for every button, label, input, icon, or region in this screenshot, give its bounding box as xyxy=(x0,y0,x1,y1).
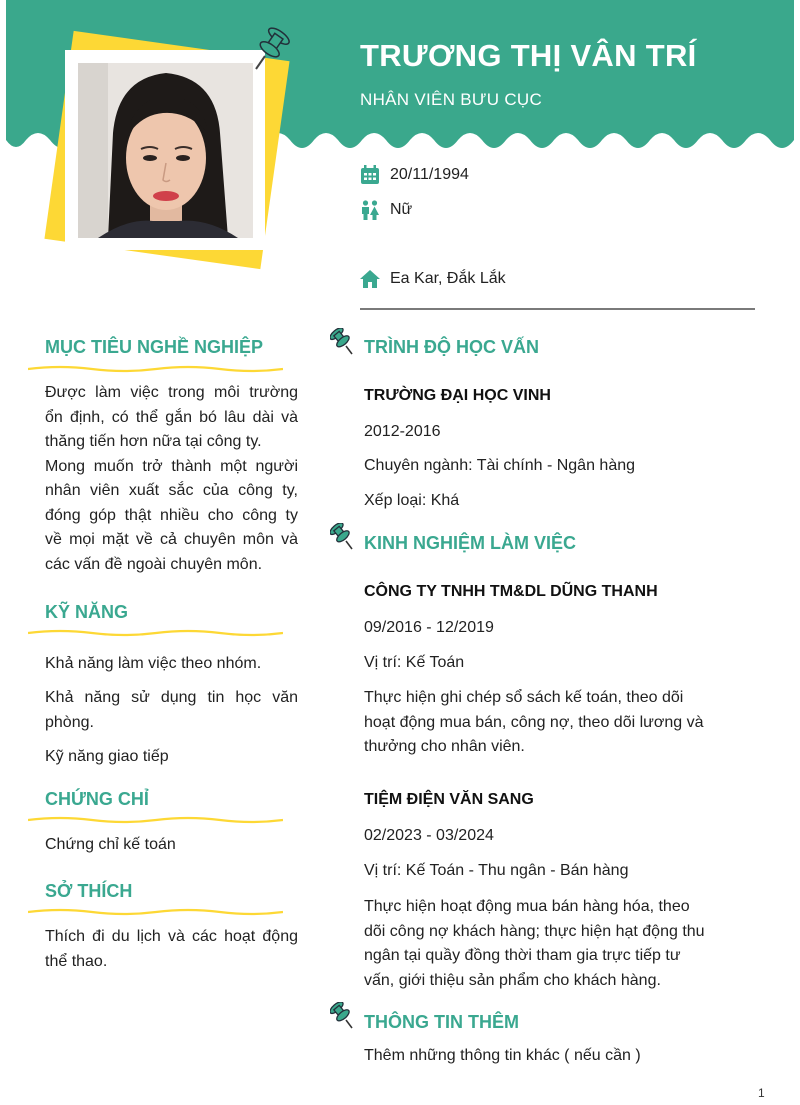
pushpin-icon xyxy=(330,328,356,356)
education-years: 2012-2016 xyxy=(364,423,441,440)
job-position: Vị trí: Kế Toán - Thu ngân - Bán hàng xyxy=(364,862,629,879)
job-description: Thực hiện ghi chép sổ sách kế toán, theo dõi hoạt động mua bán, công nợ, theo dõi lương và thưởng cho nhân viên. xyxy=(364,689,704,755)
job-position: Vị trí: Kế Toán xyxy=(364,654,465,671)
profile-photo xyxy=(78,63,253,238)
objective-text: Được làm việc trong môi trường ổn định, có thể gắn bó lâu dài và thăng tiến hơn nữa tại công ty. Mong muốn trở thành một người nhân viên xuất sắc của công ty, đóng góp thật nhiều cho công ty về mọi mặt về cả chuyên môn và các vấn đề ngoài chuyên môn. xyxy=(45,384,298,573)
contact-gender xyxy=(360,200,412,220)
candidate-name: TRƯƠNG THỊ VÂN TRÍ xyxy=(360,38,697,73)
education-major: Chuyên ngành: Tài chính - Ngân hàng xyxy=(364,457,636,474)
skill-item: Kỹ năng giao tiếp xyxy=(45,748,169,765)
pushpin-icon xyxy=(330,523,356,551)
education-school: TRƯỜNG ĐẠI HỌC VINH xyxy=(364,387,551,404)
job-period: 09/2016 - 12/2019 xyxy=(364,619,494,636)
pushpin-icon xyxy=(248,24,290,74)
people-icon xyxy=(360,200,380,220)
certificate-item: Chứng chỉ kế toán xyxy=(45,836,176,853)
dob-value: 20/11/1994 xyxy=(390,166,469,183)
address-value: Ea Kar, Đắk Lắk xyxy=(390,270,506,287)
skills-underline xyxy=(28,628,283,638)
job-title: NHÂN VIÊN BƯU CỤC xyxy=(360,90,543,109)
skill-item: Khả năng sử dụng tin học văn phòng. xyxy=(45,689,298,731)
job-description: Thực hiện hoạt động mua bán hàng hóa, theo dõi công nợ khách hàng; thực hiện hạt động thu ngân tại quầy đồng thời tham gia trực tiếp tư vấn, giới thiệu sản phẩm cho khách hàng. xyxy=(364,898,705,989)
hobbies-heading: SỞ THÍCH xyxy=(45,881,133,901)
extra-heading: THÔNG TIN THÊM xyxy=(364,1012,519,1032)
contact-dob xyxy=(360,165,469,185)
calendar-icon xyxy=(360,165,380,185)
certificates-heading: CHỨNG CHỈ xyxy=(45,789,149,809)
skill-item: Khả năng làm việc theo nhóm. xyxy=(45,655,262,672)
experience-heading: KINH NGHIỆM LÀM VIỆC xyxy=(364,533,577,553)
contact-divider xyxy=(360,308,755,310)
gender-value: Nữ xyxy=(390,201,413,218)
pushpin-icon xyxy=(330,1002,356,1030)
home-icon xyxy=(360,269,380,289)
hobbies-text: Thích đi du lịch và các hoạt động thể thao. xyxy=(45,928,298,970)
job-company: TIỆM ĐIỆN VĂN SANG xyxy=(364,791,534,808)
extra-text: Thêm những thông tin khác ( nếu cần ) xyxy=(364,1047,641,1064)
objective-underline xyxy=(28,364,283,374)
objective-heading: MỤC TIÊU NGHỀ NGHIỆP xyxy=(45,337,264,357)
page-number: 1 xyxy=(758,1086,765,1100)
job-period: 02/2023 - 03/2024 xyxy=(364,827,494,844)
hobbies-underline xyxy=(28,907,283,917)
education-heading: TRÌNH ĐỘ HỌC VẤN xyxy=(364,337,539,357)
education-grade: Xếp loại: Khá xyxy=(364,492,460,509)
skills-heading: KỸ NĂNG xyxy=(45,602,129,622)
contact-address xyxy=(360,269,506,289)
job-company: CÔNG TY TNHH TM&DL DŨNG THANH xyxy=(364,583,658,600)
certificates-underline xyxy=(28,815,283,825)
